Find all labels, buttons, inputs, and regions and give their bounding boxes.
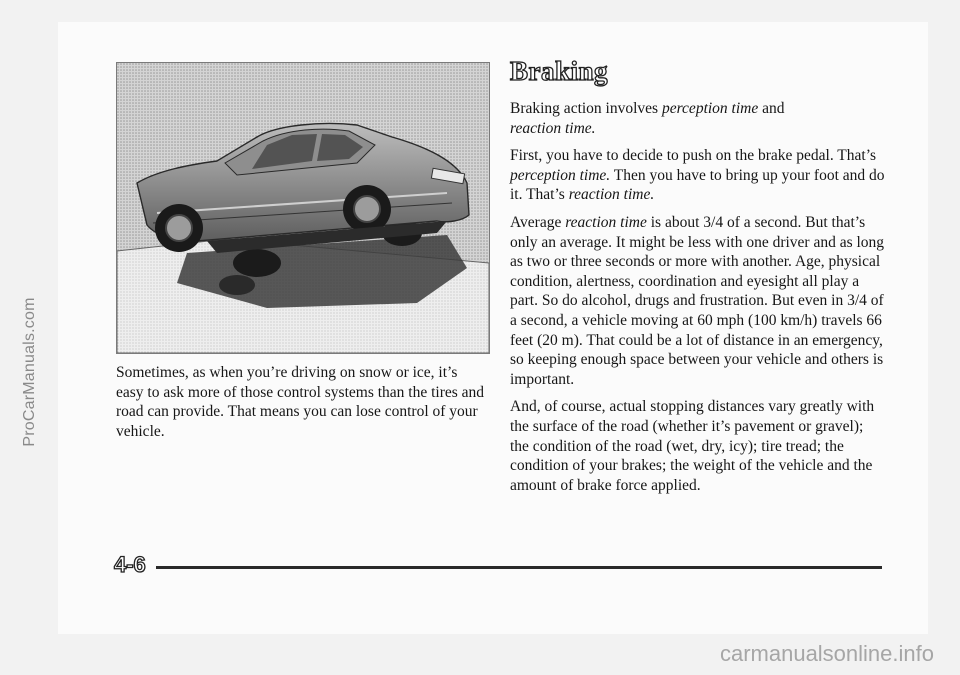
p1-em-reaction: reaction time. [510,119,596,137]
p2-em-reaction: reaction time. [568,186,655,204]
p1-text-a: Braking action involves [510,100,662,117]
p3-em-reaction: reaction time [565,213,647,231]
footer-watermark: carmanualsonline.info [719,641,934,666]
paragraph-2 [510,146,885,205]
paragraph-3 [510,213,885,389]
left-paragraph: Sometimes, as when you’re driving on snow or ice, it’s easy to ask more of those control systems than the tires and road can provide. That means you can lose control of your vehicle. [116,364,485,440]
car-on-mirror-illustration [116,62,490,354]
p2-text-c: Then you have to bring up your foot and do it. That’s [510,166,885,204]
p1-em-perception: perception time [661,100,759,117]
p3-text-c: is about 3/4 of a second. But that’s only an average. It might be less with one driver and as long as two or three seconds or more with another. Age, physical condition, alertness, coordination and eyesight all play a part. So do alcohol, drugs and frustration. But even in 3/4 of a second, a vehicle moving at 60 mph (100 km/h) travels 66 feet (20 m). That could be a lot of distance in an emergency, so keeping enough space between your vehicle and others is important. [510,213,885,388]
p2-text-a: First, you have to decide to push on the brake pedal. That’s [510,147,877,165]
paragraph-1 [510,99,885,138]
section-heading: Braking [510,56,609,86]
paragraph-4: And, of course, actual stopping distances vary greatly with the surface of the road (whether it’s pavement or gravel); the condition of the road (wet, dry, icy); tire tread; the condition of your brakes; the weight of the vehicle and the amount of brake force applied. [510,398,875,494]
p1-text-c: and [758,100,785,117]
p3-text-a: Average [510,213,566,231]
car-illustration [117,63,489,353]
right-column [510,99,885,503]
page-number: 4-6 [114,552,146,577]
footer-rule [156,566,882,569]
side-watermark: ProCarManuals.com [21,297,38,447]
p2-em-perception: perception time. [510,166,611,184]
